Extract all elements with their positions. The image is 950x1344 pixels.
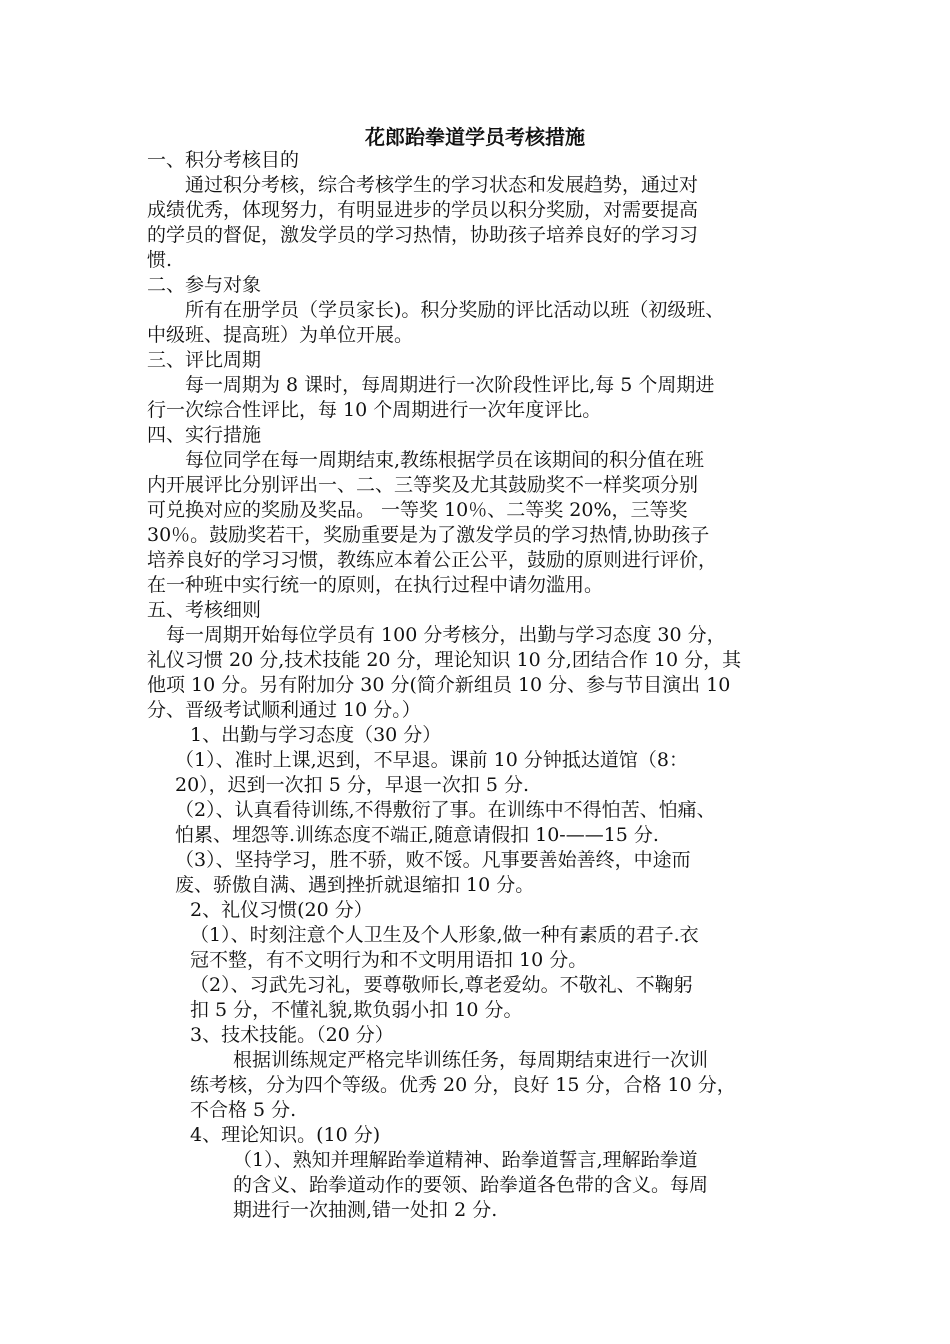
list-item-line: 扣 5 分，不懂礼貌,欺负弱小扣 10 分。 xyxy=(190,999,523,1021)
list-item-line: 怕累、埋怨等.训练态度不端正,随意请假扣 10-——15 分. xyxy=(175,824,659,846)
list-item-line: （2）、认真看待训练,不得敷衍了事。在训练中不得怕苦、怕痛、 xyxy=(175,799,716,821)
list-item-line: 20），迟到一次扣 5 分，早退一次扣 5 分. xyxy=(175,774,530,796)
list-item-line: 期进行一次抽测,错一处扣 2 分. xyxy=(233,1199,498,1221)
list-item-line: （1）、准时上课,迟到，不早退。课前 10 分钟抵达道馆（8： xyxy=(175,749,688,771)
paragraph-line: 分、晋级考试顺利通过 10 分。） xyxy=(147,699,421,721)
paragraph-line: 的学员的督促，激发学员的学习热情，协助孩子培养良好的学习习 xyxy=(147,224,699,246)
paragraph-line: 中级班、提高班）为单位开展。 xyxy=(147,324,414,346)
paragraph-line: 每位同学在每一周期结束,教练根据学员在该期间的积分值在班 xyxy=(185,449,705,471)
paragraph-line: 练考核，分为四个等级。优秀 20 分，良好 15 分，合格 10 分， xyxy=(190,1074,736,1096)
paragraph-line: 内开展评比分别评出一、二、三等奖及尤其鼓励奖不一样奖项分别 xyxy=(147,474,699,496)
list-item-line: 的含义、跆拳道动作的要领、跆拳道各色带的含义。每周 xyxy=(233,1174,709,1196)
paragraph-line: 所有在册学员（学员家长)。积分奖励的评比活动以班（初级班、 xyxy=(185,299,725,321)
section-heading: 四、实行措施 xyxy=(147,424,262,446)
paragraph-line: 礼仪习惯 20 分,技术技能 20 分，理论知识 10 分,团结合作 10 分，其 xyxy=(147,649,742,671)
list-item-line: （3）、坚持学习，胜不骄，败不馁。凡事要善始善终，中途而 xyxy=(175,849,691,871)
paragraph-line: 他项 10 分。另有附加分 30 分(简介新组员 10 分、参与节目演出 10 xyxy=(147,674,731,696)
paragraph-line: 每一周期开始每位学员有 100 分考核分，出勤与学习态度 30 分， xyxy=(166,624,726,646)
paragraph-line: 不合格 5 分. xyxy=(190,1099,297,1121)
paragraph-line: 30％。鼓励奖若干，奖励重要是为了激发学员的学习热情,协助孩子 xyxy=(147,524,710,546)
list-item-line: （1）、时刻注意个人卫生及个人形象,做一种有素质的君子.衣 xyxy=(190,924,699,946)
subsection-heading: 4、理论知识。(10 分) xyxy=(190,1124,381,1146)
section-heading: 五、考核细则 xyxy=(147,599,262,621)
section-heading: 一、积分考核目的 xyxy=(147,149,300,171)
paragraph-line: 成绩优秀，体现努力，有明显进步的学员以积分奖励，对需要提高 xyxy=(147,199,699,221)
paragraph-line: 每一周期为 8 课时，每周期进行一次阶段性评比,每 5 个周期进 xyxy=(185,374,715,396)
subsection-heading: 1、出勤与学习态度（30 分） xyxy=(190,724,442,746)
paragraph-line: 根据训练规定严格完毕训练任务，每周期结束进行一次训 xyxy=(233,1049,709,1071)
paragraph-line: 在一种班中实行统一的原则，在执行过程中请勿滥用。 xyxy=(147,574,604,596)
paragraph-line: 培养良好的学习习惯，教练应本着公正公平，鼓励的原则进行评价， xyxy=(147,549,718,571)
section-heading: 三、评比周期 xyxy=(147,349,262,371)
section-heading: 二、参与对象 xyxy=(147,274,262,296)
subsection-heading: 2、礼仪习惯(20 分） xyxy=(190,899,373,921)
paragraph-line: 惯. xyxy=(147,249,173,271)
list-item-line: （2）、习武先习礼，要尊敬师长,尊老爱幼。不敬礼、不鞠躬 xyxy=(190,974,693,996)
paragraph-line: 行一次综合性评比，每 10 个周期进行一次年度评比。 xyxy=(147,399,602,421)
document-title: 花郎跆拳道学员考核措施 xyxy=(365,125,585,149)
list-item-line: （1）、熟知并理解跆拳道精神、跆拳道誓言,理解跆拳道 xyxy=(233,1149,698,1171)
subsection-heading: 3、技术技能。（20 分） xyxy=(190,1024,394,1046)
list-item-line: 废、骄傲自满、遇到挫折就退缩扣 10 分。 xyxy=(175,874,535,896)
paragraph-line: 可兑换对应的奖励及奖品。 一等奖 10％、二等奖 20%，三等奖 xyxy=(147,499,688,521)
paragraph-line: 通过积分考核，综合考核学生的学习状态和发展趋势，通过对 xyxy=(185,174,699,196)
list-item-line: 冠不整，有不文明行为和不文明用语扣 10 分。 xyxy=(190,949,588,971)
